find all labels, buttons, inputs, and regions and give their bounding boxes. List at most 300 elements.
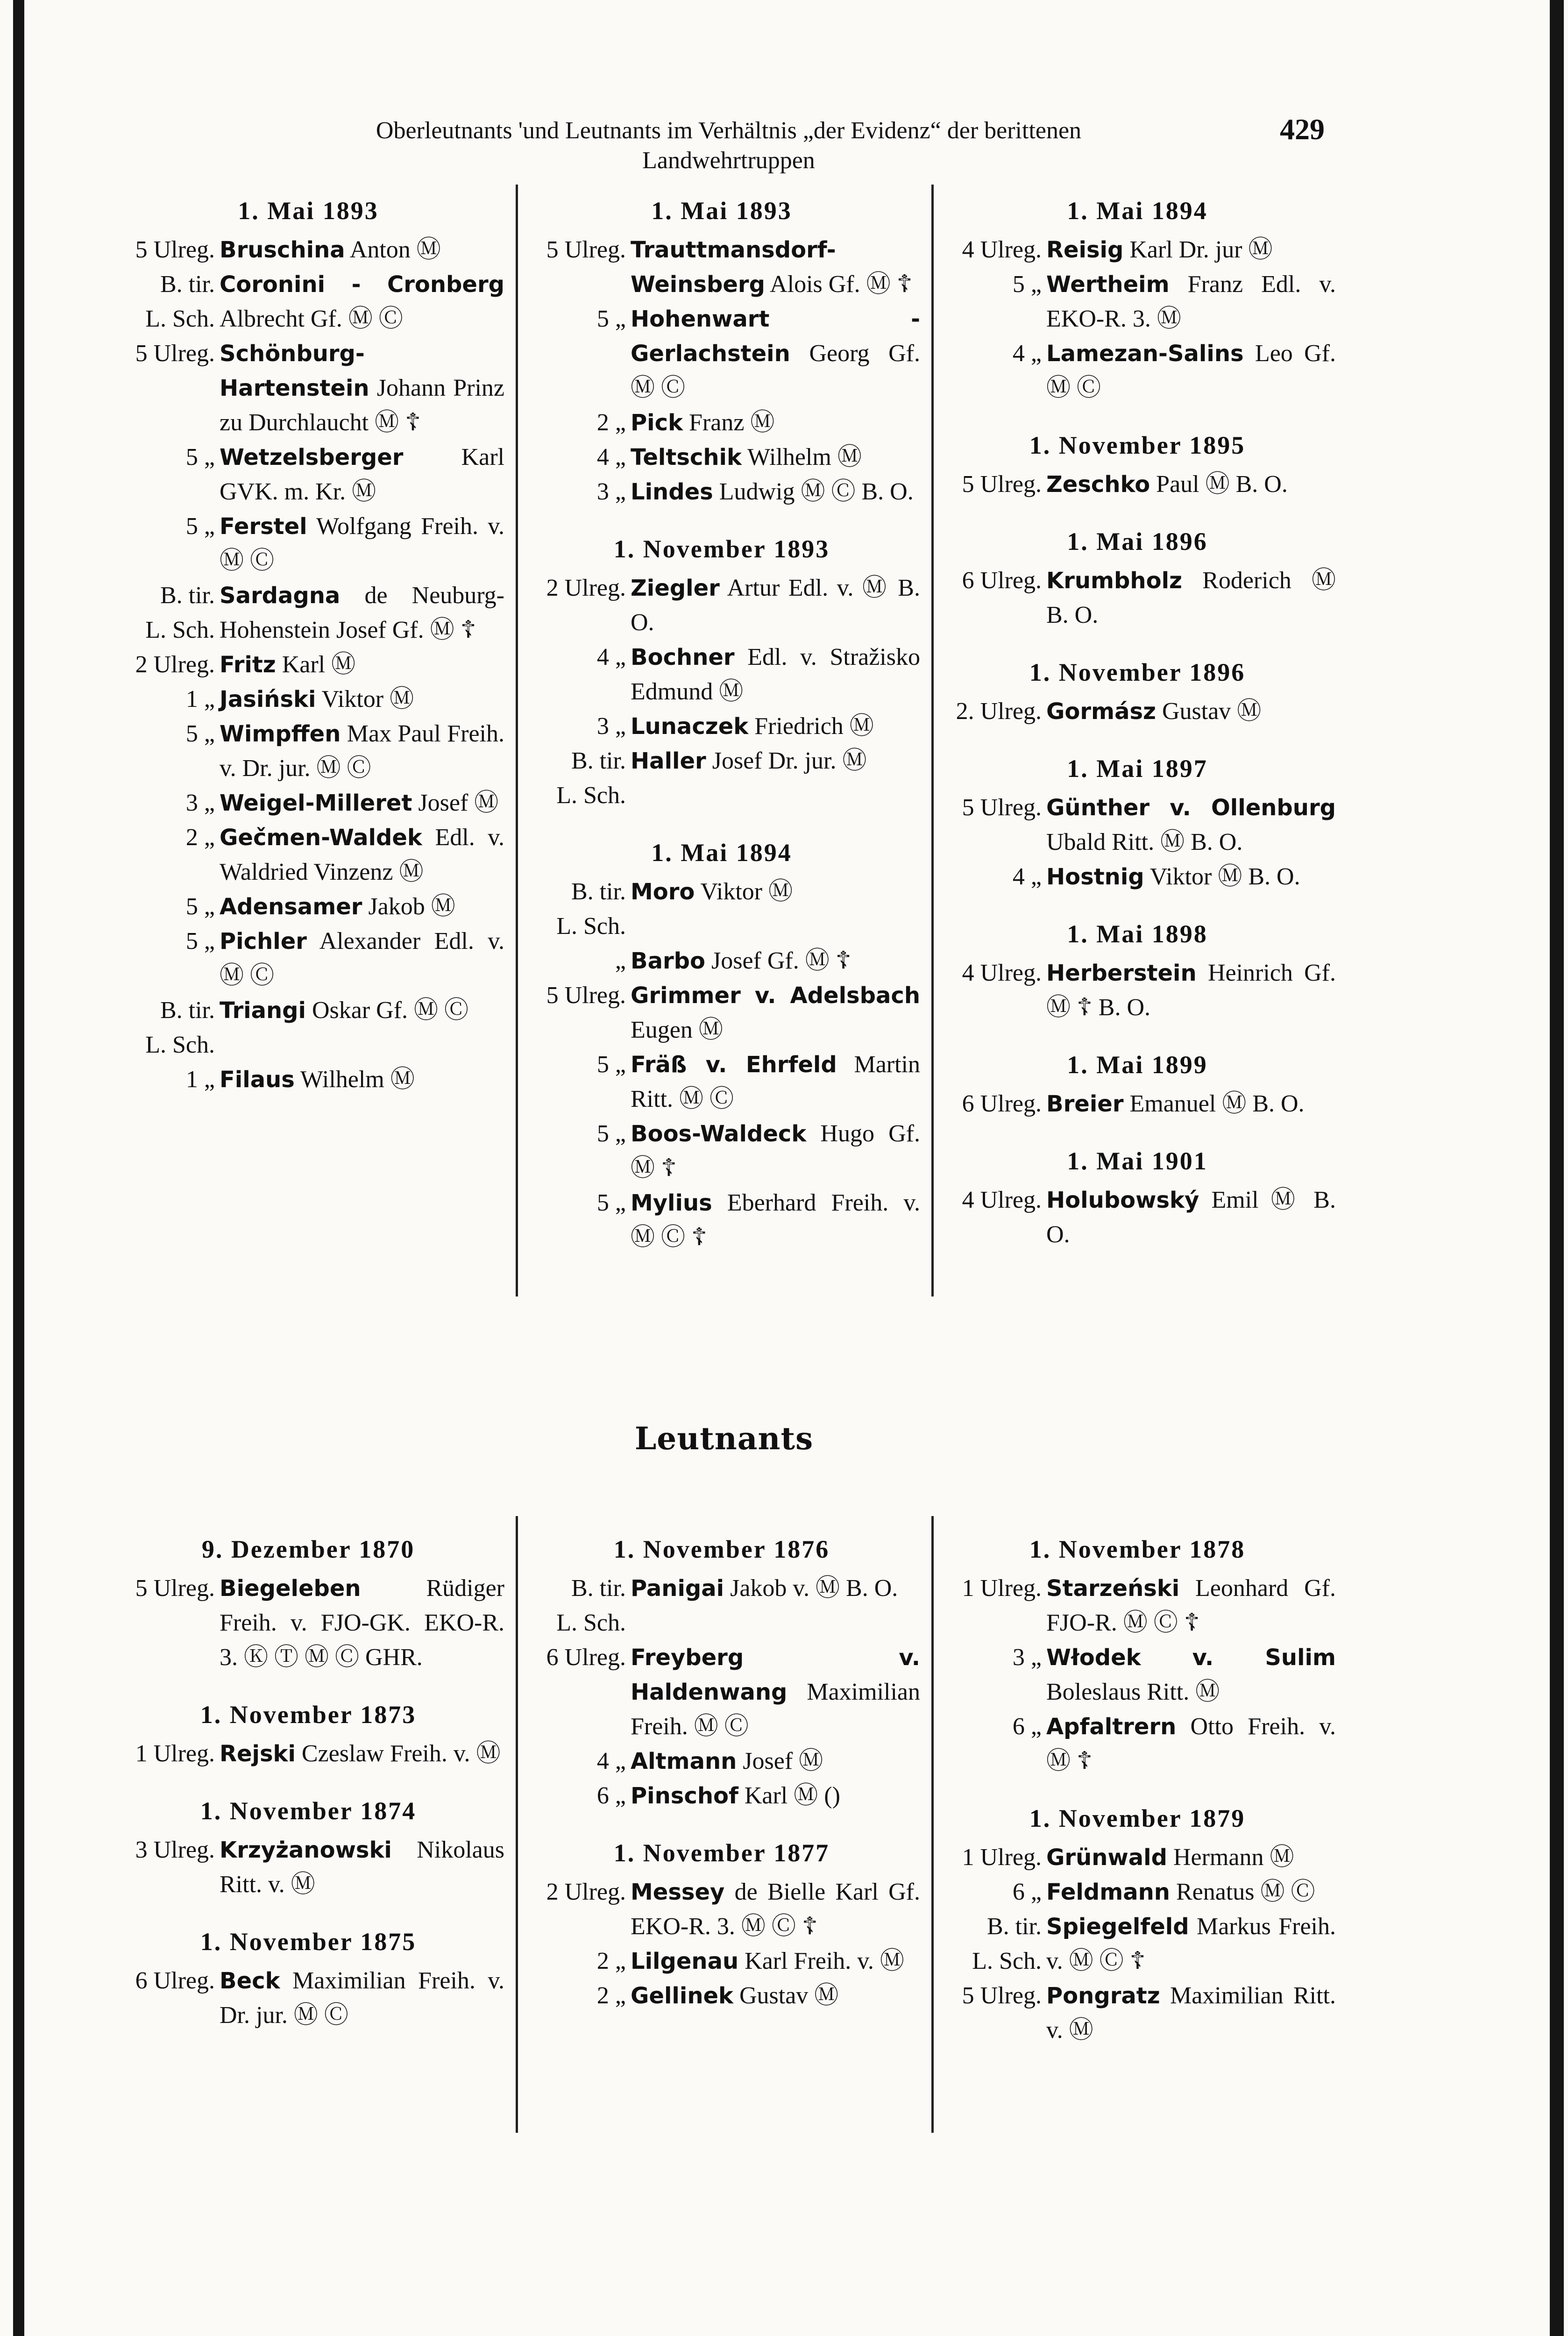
unit-label: 1 Ulreg. <box>135 1740 215 1767</box>
roster-entry <box>112 786 504 820</box>
page-edge-right <box>1550 0 1564 2336</box>
entry-text <box>220 1737 504 1771</box>
roster-entry <box>939 1875 1336 1909</box>
unit-label: 1 „ <box>185 686 215 712</box>
entry-text <box>1046 1840 1336 1875</box>
officer-surname: Triangi <box>220 997 306 1024</box>
officer-surname: Altmann <box>631 1748 737 1774</box>
date-heading: 1. Mai 1896 <box>1067 527 1208 556</box>
entry-text <box>631 233 920 302</box>
unit-label: 1 „ <box>185 1066 215 1093</box>
roster-entry <box>112 820 504 890</box>
roster-entry <box>523 1744 920 1779</box>
entry-text <box>1046 694 1336 729</box>
officer-surname: Pinschof <box>631 1783 738 1809</box>
unit-label: B. tir. L. Sch. <box>556 1575 626 1636</box>
officer-surname: Gečmen-Waldek <box>220 825 422 851</box>
entry-text <box>631 571 920 640</box>
unit-label: B. tir. L. Sch. <box>556 878 626 940</box>
unit-label: 5 Ulreg. <box>962 794 1042 821</box>
unit-label: 2 Ulreg. <box>135 651 215 678</box>
bottom-column-1 <box>112 1535 504 2033</box>
top-column-2 <box>523 196 920 1255</box>
officer-details: Ubald Ritt. Ⓜ B. O. <box>1046 829 1243 855</box>
roster-entry <box>939 1840 1336 1875</box>
date-heading: 1. November 1873 <box>200 1701 417 1729</box>
officer-surname: Beck <box>220 1968 280 1994</box>
roster-entry <box>939 956 1336 1025</box>
officer-surname: Filaus <box>220 1067 295 1093</box>
officer-details: Josef Dr. jur. Ⓜ <box>706 748 867 774</box>
officer-surname: Grünwald <box>1046 1845 1167 1871</box>
officer-surname: Rejski <box>220 1741 296 1767</box>
officer-surname: Lilgenau <box>631 1948 739 1974</box>
entry-text <box>220 1833 504 1902</box>
unit-label: 5 „ <box>596 1189 626 1216</box>
unit-label: 6 Ulreg. <box>546 1644 626 1671</box>
roster-entry <box>523 1875 920 1944</box>
roster-entry <box>939 694 1336 729</box>
roster-entry <box>112 993 504 1062</box>
unit-label: 5 Ulreg. <box>135 340 215 367</box>
roster-entry <box>939 1909 1336 1979</box>
roster-entry <box>112 578 504 648</box>
unit-label: 5 „ <box>596 306 626 332</box>
officer-details: Nikolaus Ritt. v. Ⓜ <box>220 1837 504 1898</box>
entry-text <box>220 578 504 648</box>
entry-text <box>631 475 920 509</box>
entry-text <box>220 717 504 786</box>
officer-details: de Neuburg-Hohenstein Josef Gf. Ⓜ ☦ <box>220 582 504 643</box>
roster-entry <box>112 233 504 267</box>
entry-text <box>1046 1183 1336 1252</box>
entry-text <box>631 302 920 406</box>
officer-surname: Starzeński <box>1046 1575 1180 1602</box>
unit-label: 6 „ <box>596 1782 626 1809</box>
officer-details: Johann Prinz zu Durchlaucht Ⓜ ☦ <box>220 375 504 436</box>
date-heading: 1. Mai 1894 <box>651 839 792 867</box>
roster-entry <box>523 744 920 813</box>
date-heading: 1. Mai 1893 <box>651 197 792 225</box>
entry-text <box>631 1875 920 1944</box>
entry-text <box>631 1640 920 1744</box>
unit-label: B. tir. L. Sch. <box>972 1913 1042 1974</box>
officer-surname: Jasiński <box>220 686 316 712</box>
roster-entry <box>523 1117 920 1186</box>
officer-details: Eberhard Freih. v. Ⓜ Ⓒ ☦ <box>631 1189 920 1251</box>
officer-details: Josef Ⓜ <box>737 1748 823 1774</box>
officer-surname: Bochner <box>631 644 735 670</box>
entry-text <box>220 1964 504 2033</box>
officer-surname: Boos-Waldeck <box>631 1121 807 1147</box>
officer-details: Alois Gf. Ⓜ ☦ <box>765 271 913 298</box>
officer-surname: Mylius <box>631 1190 712 1216</box>
roster-entry <box>939 233 1336 267</box>
officer-surname: Hohenwart - Gerlachstein <box>631 306 920 367</box>
officer-surname: Adensamer <box>220 894 362 920</box>
roster-entry <box>112 267 504 336</box>
officer-details: Martin Ritt. Ⓜ Ⓒ <box>631 1051 920 1112</box>
unit-label: 6 „ <box>1012 1713 1042 1740</box>
officer-details: Georg Gf. Ⓜ Ⓒ <box>631 340 920 401</box>
entry-text <box>220 820 504 890</box>
officer-details: Oskar Gf. Ⓜ Ⓒ <box>305 997 469 1024</box>
officer-surname: Schönburg-Hartenstein <box>220 341 369 401</box>
unit-label: 1 Ulreg. <box>962 1844 1042 1871</box>
roster-entry <box>112 509 504 578</box>
officer-details: Karl Dr. jur Ⓜ <box>1123 236 1273 263</box>
roster-entry <box>112 717 504 786</box>
unit-label: 3 „ <box>1012 1644 1042 1671</box>
officer-details: Franz Ⓜ <box>683 409 775 436</box>
header-line-2: Landwehrtruppen <box>642 147 815 174</box>
entry-text <box>631 1779 920 1813</box>
entry-text <box>631 744 920 813</box>
section-title: Leutnants <box>634 1420 814 1457</box>
entry-text <box>631 640 920 709</box>
entry-text <box>1046 1087 1336 1121</box>
date-heading: 1. Mai 1893 <box>238 197 379 225</box>
roster-entry <box>112 1964 504 2033</box>
unit-label: 6 „ <box>1012 1879 1042 1905</box>
officer-details: Karl Ⓜ () <box>738 1782 840 1809</box>
roster-entry <box>112 648 504 682</box>
officer-surname: Feldmann <box>1046 1879 1170 1905</box>
officer-surname: Biegeleben <box>220 1575 361 1602</box>
date-heading: 1. November 1895 <box>1029 431 1246 459</box>
entry-text <box>220 440 504 509</box>
roster-entry <box>939 791 1336 860</box>
officer-details: Friedrich Ⓜ <box>748 713 874 740</box>
officer-details: Viktor Ⓜ B. O. <box>1144 863 1300 890</box>
date-heading: 1. Mai 1894 <box>1067 197 1208 225</box>
officer-details: Czeslaw Freih. v. Ⓜ <box>295 1740 501 1767</box>
column-divider <box>516 185 518 1296</box>
roster-entry <box>523 571 920 640</box>
officer-surname: Fräß v. Ehrfeld <box>631 1052 837 1078</box>
unit-label: 3 „ <box>596 713 626 740</box>
unit-label: 6 Ulreg. <box>135 1967 215 1994</box>
officer-details: Wilhelm Ⓜ <box>741 444 862 470</box>
officer-surname: Freyberg v. Haldenwang <box>631 1645 920 1705</box>
officer-surname: Spiegelfeld <box>1046 1914 1189 1940</box>
roster-entry <box>112 1062 504 1097</box>
officer-details: de Bielle Karl Gf. EKO-R. 3. Ⓜ Ⓒ ☦ <box>631 1879 920 1940</box>
roster-entry <box>939 1979 1336 2048</box>
officer-details: Gustav Ⓜ <box>733 1982 839 2009</box>
unit-label: 5 „ <box>185 928 215 954</box>
entry-text <box>631 709 920 744</box>
unit-label: B. tir. L. Sch. <box>145 997 215 1058</box>
entry-text <box>1046 467 1336 502</box>
officer-details: Leonhard Gf. FJO-R. Ⓜ Ⓒ ☦ <box>1046 1575 1336 1636</box>
entry-text <box>220 648 504 682</box>
entry-text <box>631 1047 920 1117</box>
officer-details: Edl. v. Stražisko Edmund Ⓜ <box>631 644 920 705</box>
officer-details: Karl GVK. m. Kr. Ⓜ <box>220 444 504 505</box>
entry-text <box>1046 233 1336 267</box>
officer-surname: Messey <box>631 1879 725 1905</box>
officer-details: Maximilian Freih. Ⓜ Ⓒ <box>631 1679 920 1740</box>
page-number: 429 <box>1280 113 1325 146</box>
officer-details: Heinrich Gf. Ⓜ ☦ B. O. <box>1046 960 1336 1021</box>
officer-details: Paul Ⓜ B. O. <box>1150 471 1288 498</box>
officer-surname: Lindes <box>631 479 713 505</box>
officer-surname: Panigai <box>631 1575 724 1602</box>
entry-text <box>631 440 920 475</box>
officer-surname: Wimpffen <box>220 721 341 747</box>
date-heading: 1. Mai 1899 <box>1067 1051 1208 1079</box>
entry-text <box>631 978 920 1047</box>
entry-text <box>220 336 504 440</box>
column-divider <box>931 1516 934 2133</box>
roster-entry <box>939 1571 1336 1640</box>
unit-label: 5 „ <box>185 893 215 920</box>
unit-label: 2 „ <box>596 1948 626 1974</box>
entry-text <box>631 1944 920 1979</box>
officer-details: Jakob v. Ⓜ B. O. <box>724 1575 898 1602</box>
roster-entry <box>112 890 504 924</box>
unit-label: 1 Ulreg. <box>962 1575 1042 1602</box>
roster-entry <box>523 978 920 1047</box>
unit-label: B. tir. L. Sch. <box>145 271 215 332</box>
roster-entry <box>523 709 920 744</box>
unit-label: 5 Ulreg. <box>135 236 215 263</box>
unit-label: 5 „ <box>1012 271 1042 298</box>
officer-surname: Pick <box>631 410 683 436</box>
unit-label: 2 Ulreg. <box>546 1879 626 1905</box>
unit-label: 4 Ulreg. <box>962 236 1042 263</box>
roster-entry <box>112 682 504 717</box>
entry-text <box>631 1744 920 1779</box>
officer-details: Josef Ⓜ <box>412 790 499 816</box>
officer-surname: Coronini - Cronberg <box>220 271 504 298</box>
roster-entry <box>523 1186 920 1255</box>
entry-text <box>220 786 504 820</box>
officer-details: Max Paul Freih. v. Dr. jur. Ⓜ Ⓒ <box>220 720 504 782</box>
entry-text <box>220 890 504 924</box>
officer-details: Edl. v. Waldried Vinzenz Ⓜ <box>220 824 504 885</box>
date-heading: 1. November 1896 <box>1029 658 1246 686</box>
officer-surname: Gormász <box>1046 698 1156 725</box>
officer-surname: Holubowský <box>1046 1187 1199 1213</box>
officer-surname: Herberstein <box>1046 960 1197 986</box>
date-heading: 1. November 1875 <box>200 1928 417 1956</box>
officer-surname: Krzyżanowski <box>220 1837 392 1863</box>
roster-entry <box>939 1709 1336 1779</box>
unit-label: 5 Ulreg. <box>546 236 626 263</box>
officer-surname: Barbo <box>631 948 705 974</box>
entry-text <box>1046 1571 1336 1640</box>
officer-details: Wolfgang Freih. v. Ⓜ Ⓒ <box>220 513 504 574</box>
entry-text <box>1046 1979 1336 2048</box>
entry-text <box>1046 956 1336 1025</box>
officer-details: Gustav Ⓜ <box>1156 698 1262 725</box>
roster-entry <box>523 1944 920 1979</box>
officer-details: Artur Edl. v. Ⓜ B. O. <box>631 575 920 636</box>
roster-entry <box>939 1183 1336 1252</box>
unit-label: B. tir. L. Sch. <box>556 748 626 809</box>
roster-entry <box>112 924 504 993</box>
officer-surname: Krumbholz <box>1046 568 1182 594</box>
officer-details: Renatus Ⓜ Ⓒ <box>1170 1879 1315 1905</box>
entry-text <box>1046 1640 1336 1709</box>
officer-surname: Reisig <box>1046 237 1124 263</box>
unit-label: 4 „ <box>596 644 626 670</box>
officer-surname: Grimmer v. Adelsbach <box>631 983 920 1009</box>
officer-details: Karl Freih. v. Ⓜ <box>738 1948 904 1974</box>
officer-surname: Gellinek <box>631 1983 733 2009</box>
roster-entry <box>523 875 920 944</box>
officer-details: Alexander Edl. v. Ⓜ Ⓒ <box>220 928 504 989</box>
roster-entry <box>523 475 920 509</box>
entry-text <box>220 1571 504 1675</box>
officer-details: Emil Ⓜ B. O. <box>1046 1187 1336 1248</box>
roster-entry <box>523 302 920 406</box>
roster-entry <box>939 1087 1336 1121</box>
unit-label: 5 Ulreg. <box>546 982 626 1009</box>
unit-label: 5 „ <box>185 444 215 470</box>
unit-label: 5 „ <box>185 720 215 747</box>
bottom-column-2 <box>523 1535 920 2013</box>
column-divider <box>516 1516 518 2133</box>
unit-label: „ <box>615 947 626 974</box>
officer-details: Rüdiger Freih. v. FJO-GK. EKO-R. 3. Ⓚ Ⓣ Ⓜ Ⓒ GHR. <box>220 1575 504 1671</box>
unit-label: 5 „ <box>596 1051 626 1078</box>
roster-entry <box>523 406 920 440</box>
entry-text <box>1046 336 1336 406</box>
roster-entry <box>112 1737 504 1771</box>
entry-text <box>1046 860 1336 894</box>
roster-entry <box>523 1779 920 1813</box>
roster-entry <box>523 1571 920 1640</box>
unit-label: 3 „ <box>596 478 626 505</box>
date-heading: 1. November 1877 <box>613 1839 830 1867</box>
unit-label: 5 „ <box>596 1120 626 1147</box>
roster-entry <box>523 944 920 978</box>
entry-text <box>631 1571 920 1640</box>
officer-details: Viktor Ⓜ <box>695 878 793 905</box>
roster-entry <box>112 336 504 440</box>
entry-text <box>631 1186 920 1255</box>
bottom-column-3 <box>939 1535 1336 2048</box>
unit-label: 3 Ulreg. <box>135 1837 215 1863</box>
entry-text <box>631 944 920 978</box>
entry-text <box>220 924 504 993</box>
top-column-3 <box>939 196 1336 1252</box>
officer-details: Maximilian Freih. v. Dr. jur. Ⓜ Ⓒ <box>220 1967 504 2029</box>
officer-surname: Włodek v. Sulim <box>1046 1645 1336 1671</box>
unit-label: 4 Ulreg. <box>962 960 1042 986</box>
officer-surname: Ziegler <box>631 575 720 601</box>
officer-details: Ludwig Ⓜ Ⓒ B. O. <box>713 478 914 505</box>
roster-entry <box>939 1640 1336 1709</box>
roster-entry <box>112 1571 504 1675</box>
roster-entry <box>939 467 1336 502</box>
officer-details: Jakob Ⓜ <box>362 893 455 920</box>
unit-label: 6 Ulreg. <box>962 567 1042 594</box>
roster-entry <box>523 1047 920 1117</box>
officer-surname: Lunaczek <box>631 713 749 740</box>
officer-surname: Pichler <box>220 928 307 954</box>
column-divider <box>931 185 934 1296</box>
unit-label: 5 Ulreg. <box>135 1575 215 1602</box>
officer-surname: Günther v. Ollenburg <box>1046 795 1336 821</box>
unit-label: 4 Ulreg. <box>962 1187 1042 1213</box>
date-heading: 9. Dezember 1870 <box>201 1535 415 1563</box>
entry-text <box>1046 1909 1336 1979</box>
officer-surname: Fritz <box>220 652 276 678</box>
date-heading: 1. November 1879 <box>1029 1804 1246 1832</box>
officer-details: Karl Ⓜ <box>276 651 356 678</box>
officer-surname: Pongratz <box>1046 1983 1160 2009</box>
officer-surname: Weigel-Milleret <box>220 790 412 816</box>
page-edge-left <box>13 0 24 2336</box>
roster-entry <box>523 233 920 302</box>
officer-details: Albrecht Gf. Ⓜ Ⓒ <box>220 306 403 332</box>
entry-text <box>1046 267 1336 336</box>
entry-text <box>1046 1709 1336 1779</box>
unit-label: 3 „ <box>185 790 215 816</box>
unit-label: 4 „ <box>596 444 626 470</box>
header-line-1: Oberleutnants 'und Leutnants im Verhältnis „der Evidenz“ der berittenen <box>376 117 1082 144</box>
officer-surname: Zeschko <box>1046 471 1150 498</box>
officer-details: Eugen Ⓜ <box>631 1017 723 1043</box>
roster-entry <box>112 1833 504 1902</box>
date-heading: 1. Mai 1898 <box>1067 920 1208 948</box>
officer-details: Leo Gf. Ⓜ Ⓒ <box>1046 340 1336 401</box>
date-heading: 1. November 1874 <box>200 1797 417 1825</box>
unit-label: 4 „ <box>1012 340 1042 367</box>
entry-text <box>220 267 504 336</box>
unit-label: 2. Ulreg. <box>956 698 1042 725</box>
officer-details: Boleslaus Ritt. Ⓜ <box>1046 1679 1220 1705</box>
officer-surname: Breier <box>1046 1091 1124 1117</box>
roster-entry <box>523 1640 920 1744</box>
unit-label: 2 Ulreg. <box>546 575 626 601</box>
date-heading: 1. November 1876 <box>613 1535 830 1563</box>
unit-label: 2 „ <box>596 409 626 436</box>
officer-surname: Bruschina <box>220 237 345 263</box>
unit-label: B. tir. L. Sch. <box>145 582 215 643</box>
entry-text <box>631 406 920 440</box>
running-header <box>262 116 1196 176</box>
unit-label: 2 „ <box>596 1982 626 2009</box>
entry-text <box>220 993 504 1062</box>
top-column-1 <box>112 196 504 1097</box>
unit-label: 4 „ <box>596 1748 626 1774</box>
entry-text <box>1046 791 1336 860</box>
entry-text <box>220 1062 504 1097</box>
entry-text <box>220 509 504 578</box>
unit-label: 2 „ <box>185 824 215 851</box>
officer-surname: Lamezan-Salins <box>1046 341 1244 367</box>
date-heading: 1. Mai 1901 <box>1067 1147 1208 1175</box>
officer-details: Franz Edl. v. EKO-R. 3. Ⓜ <box>1046 271 1336 332</box>
unit-label: 5 „ <box>185 513 215 540</box>
date-heading: 1. November 1878 <box>1029 1535 1246 1563</box>
officer-details: Roderich Ⓜ B. O. <box>1046 567 1336 628</box>
officer-surname: Wertheim <box>1046 271 1170 298</box>
roster-entry <box>112 440 504 509</box>
roster-entry <box>523 1979 920 2013</box>
officer-details: Emanuel Ⓜ B. O. <box>1123 1090 1305 1117</box>
officer-surname: Apfaltrern <box>1046 1714 1177 1740</box>
officer-surname: Trauttmansdorf-Weinsberg <box>631 237 836 298</box>
officer-surname: Ferstel <box>220 513 307 540</box>
unit-label: 5 Ulreg. <box>962 1982 1042 2009</box>
officer-details: Wilhelm Ⓜ <box>294 1066 415 1093</box>
